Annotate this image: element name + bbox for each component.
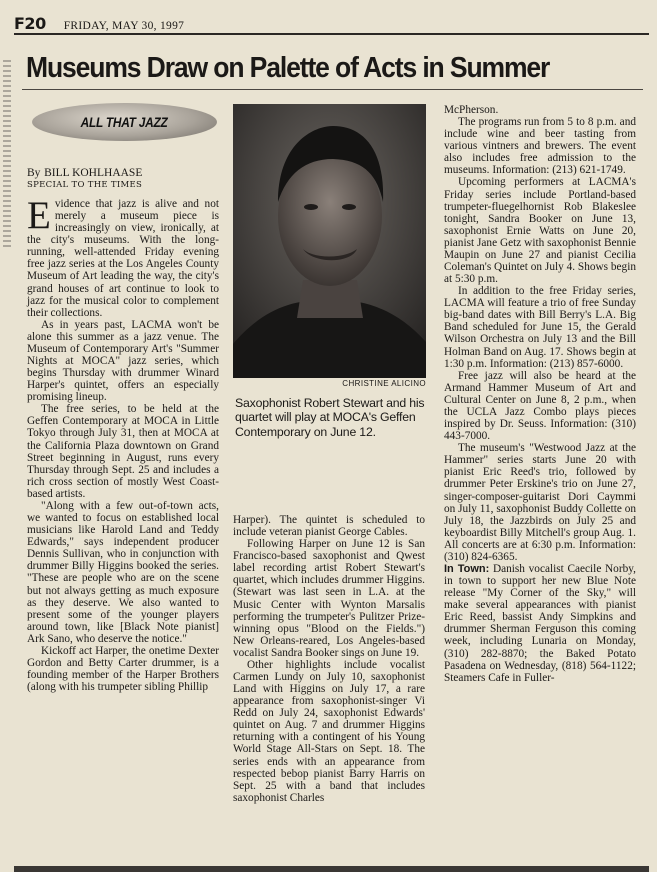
byline-by: By	[27, 167, 41, 179]
article-column-2	[233, 514, 425, 804]
article-column-1	[27, 194, 219, 694]
headline: Museums Draw on Palette of Acts in Summer	[26, 52, 550, 84]
dateline: FRIDAY, MAY 30, 1997	[63, 20, 185, 32]
lead-text: vidence that jazz is alive and not merely a museum piece is increasingly on view, ironically, at the city's museums. With the long-running, well-attended Friday evening free jazz series at the Los Angeles County Museum of Art leading the way, the city's grand houses of art continue to look to jazz for the musical color to complement their collections.	[27, 198, 219, 319]
in-town-text: Danish vocalist Caecile Norby, in town to support her new Blue Note release "My Corner of the Sky," will make several appearances with pianist Eric Reed, bassist Andy Simpkins and drummer Sherman Ferguson this coming week, including Lunaria on Monday, (310) 282-8870; the Baked Potato Pasadena on Wednesday, (818) 564-1122; Steamers Cafe in Fuller-	[444, 562, 636, 684]
article-paragraph: Free jazz will also be heard at the Armand Hammer Museum of Art and Cultural Center on June 8, 2 p.m., when the UCLA Jazz Combo plays pieces inspired by Dr. Seuss. Information: (310) 443-7000.	[444, 369, 636, 443]
column-badge-label: ALL THAT JAZZ	[81, 114, 168, 130]
bottom-rule	[14, 866, 649, 872]
article-paragraph: In addition to the free Friday series, LACMA will feature a trio of free Sunday big-band dates with Bill Berry's L.A. Big Band scheduled for June 15, the Gerald Wilson Orchestra on July 13 and the Bill Holman Band on Aug. 17. Shows begin at 1:30 p.m. Information: (213) 857-6000.	[444, 285, 636, 370]
byline-tagline: SPECIAL TO THE TIMES	[27, 180, 143, 190]
article-column-3	[444, 104, 636, 684]
article-paragraph: The museum's "Westwood Jazz at the Hammer" series starts June 20 with pianist Eric Reed's trio, followed by drummer Peter Erskine's trio on June 27, singer-composer-guitarist Dori Caymmi on July 11, saxophonist Buddy Collette on July 18, the Jazzbirds on July 25 and keyboardist Billy Mitchell's group Aug. 1. All concerts are at 6:30 p.m. Information: (310) 824-6365.	[444, 442, 636, 563]
photo-caption: Saxophonist Robert Stewart and his quartet will play at MOCA's Geffen Contemporary on June 12.	[235, 396, 425, 439]
page-number: F20	[14, 14, 46, 33]
in-town-label: In Town:	[444, 562, 490, 575]
article-paragraph: As in years past, LACMA won't be alone this summer as a jazz venue. The Museum of Contemporary Art's "Summer Nights at MOCA" jazz series, which begins Thursday with drummer Winard Harper's quintet, offers an especially promising lineup.	[27, 318, 219, 404]
byline	[27, 165, 142, 179]
binding-dots	[3, 60, 11, 250]
photo-credit: CHRISTINE ALICINO	[342, 379, 426, 388]
article-paragraph: Other highlights include vocalist Carmen Lundy on July 10, saxophonist Land with Higgins on July 17, a rare appearance from saxophonist-singer Vi Redd on July 24, saxophonist Edwards' quintet on Aug. 7 and drummer Higgins returning with a contingent of his Young World Stage All-Stars on Sept. 18. The series ends with an appearance from respected bebop pianist Barry Harris on Sept. 25 with a band that includes saxophonist Charles	[233, 658, 425, 804]
byline-name: BILL KOHLHAASE	[44, 167, 143, 179]
article-paragraph: The free series, to be held at the Geffen Contemporary at MOCA in Little Tokyo through July 31, then at MOCA at the California Plaza downtown on Grand Street beginning in August, runs every Thursday through Sept. 25 and includes a rich cross section of mostly West Coast-based artists.	[27, 403, 219, 500]
top-rule	[14, 33, 649, 35]
article-lead-paragraph	[27, 194, 219, 319]
masthead	[14, 14, 184, 32]
column-badge	[32, 103, 217, 141]
headline-rule	[22, 89, 643, 90]
article-paragraph: Upcoming performers at LACMA's Friday series include Portland-based trumpeter-fluegelhornist Rob Blakeslee tonight, Sandra Booker on June 13, saxophonist Ernie Watts on June 20, pianist Jane Getz with saxophonist Bennie Maupin on June 27 and pianist Cecilia Coleman's Quintet on July 4. Shows begin at 5:30 p.m.	[444, 176, 636, 286]
article-paragraph: The programs run from 5 to 8 p.m. and include wine and beer tasting from various vintners and brewers. The event also includes free admission to the museums. Information: (213) 621-1749.	[444, 116, 636, 177]
article-paragraph: McPherson.	[444, 104, 499, 116]
drop-cap: E	[27, 194, 51, 237]
portrait-photo-image	[233, 104, 426, 378]
portrait-photo	[233, 104, 426, 378]
article-paragraph: Kickoff act Harper, the onetime Dexter Gordon and Betty Carter drummer, is a founding member of the Harper Brothers (along with his trumpeter sibling Phillip	[27, 644, 219, 694]
article-paragraph: "Along with a few out-of-town acts, we wanted to focus on established local musicians like Harold Land and Teddy Edwards," says independent producer Dennis Sullivan, who in conjunction with drummer Billy Higgins booked the series. "These are people who are on the scene but not always getting as much exposure as they deserve. We also wanted to present some of the younger players around town, like [Black Note pianist] Ark Sano, who deserve the notice."	[27, 499, 219, 645]
in-town-paragraph	[444, 563, 636, 684]
article-paragraph: Harper). The quintet is scheduled to include veteran pianist George Cables.	[233, 514, 425, 539]
article-paragraph: Following Harper on June 12 is San Francisco-based saxophonist and Qwest label recording artist Robert Stewart's quartet, which includes drummer Higgins. (Stewart was last seen in L.A. at the Music Center with Wynton Marsalis performing the trumpeter's Pulitzer Prize-winning opus "Blood on the Fields.") New Orleans-reared, Los Angeles-based vocalist Sandra Booker sings on June 19.	[233, 538, 425, 659]
